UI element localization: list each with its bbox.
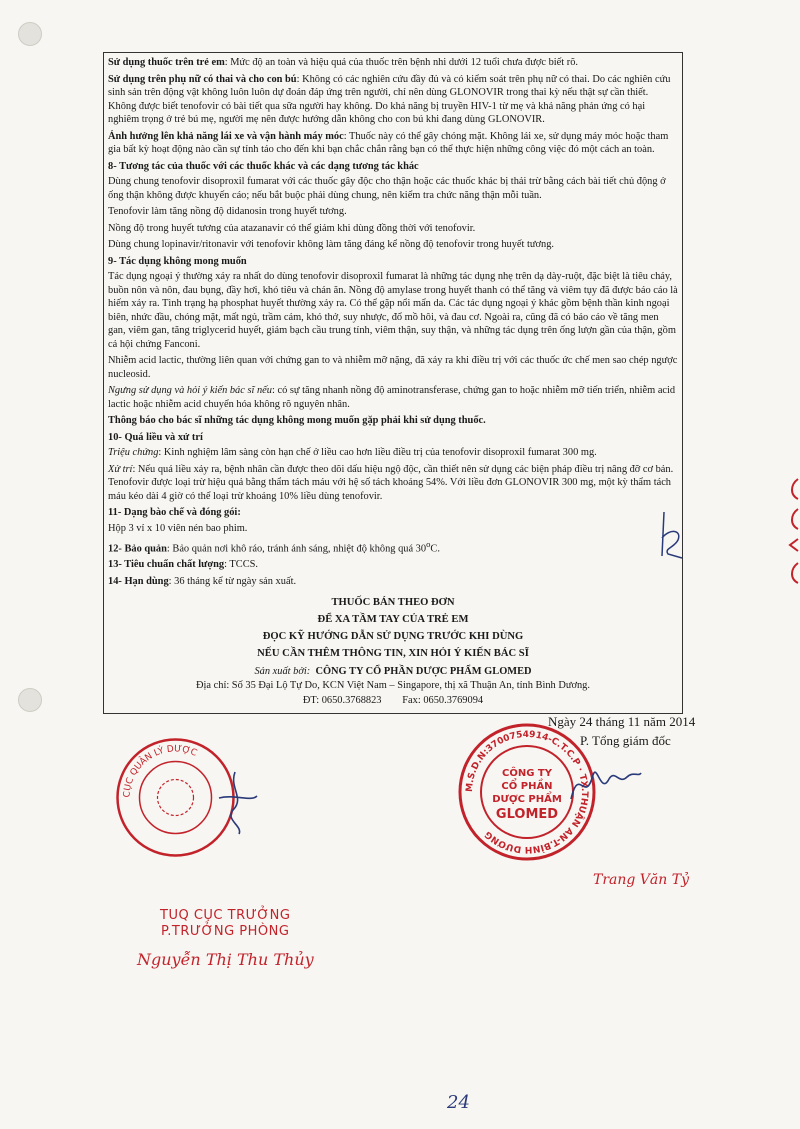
signer-role: P. Tổng giám đốc [580, 733, 671, 748]
svg-text:CÔNG TY: CÔNG TY [502, 768, 552, 779]
approval-block: TUQ CỤC TRƯỞNG P.TRƯỞNG PHÒNG [160, 908, 291, 940]
director-name: Trang Văn Tỷ [593, 872, 689, 888]
edge-stamp-fragment [788, 475, 800, 595]
punch-hole [18, 22, 42, 46]
section-12: 12- Bảo quản: Bảo quản nơi khô ráo, tránh ánh sáng, nhiệt độ không quá 30$^o$C. [108, 538, 440, 554]
caps-notice-prescription: THUỐC BÁN THEO ĐƠN [331, 596, 455, 608]
section-8-heading: 8- Tương tác của thuốc với các thuốc khác và các dạng tương tác khác [108, 160, 419, 172]
section-13: 13- Tiêu chuẩn chất lượng: TCCS. [108, 559, 259, 571]
section-9-notice: Thông báo cho bác sĩ những tác dụng không mong muốn gặp phải khi sử dụng thuốc. [108, 415, 486, 427]
manufacturer-line: Sản xuất bởi: CÔNG TY CỔ PHẦN DƯỢC PHẨM GLOMED [254, 665, 532, 677]
svg-text:GLOMED: GLOMED [495, 807, 559, 822]
left-signature [205, 768, 265, 838]
section-8-paragraph: Nồng độ trong huyết tương của atazanavir có thể giảm khi dùng đồng thời với tenofovir. [108, 222, 476, 234]
section-8-paragraph: Tenofovir làm tăng nồng độ didanosin trong huyết tương. [108, 206, 347, 218]
approver-name: Nguyễn Thị Thu Thủy [137, 950, 314, 969]
caps-notice-children: ĐỂ XA TẦM TAY CỦA TRẺ EM [317, 613, 469, 625]
svg-text:CỔ PHẦN: CỔ PHẦN [501, 781, 553, 792]
section-9-paragraph: Nhiễm acid lactic, thường liên quan với chứng gan to và nhiễm mỡ nặng, đã xảy ra khi điều trị với các thuốc ức chế men sao chép ngược nucleosid. [108, 355, 678, 380]
section-14: 14- Hạn dùng: 36 tháng kể từ ngày sản xuất. [108, 576, 297, 587]
leaflet-text-box [103, 52, 683, 714]
section-8-paragraph: Dùng chung lopinavir/ritonavir với tenofovir không làm tăng đáng kể nồng độ tenofovir trong huyết tương. [108, 239, 555, 251]
contact-line: ĐT: 0650.3768823 Fax: 0650.3769094 [302, 694, 484, 706]
section-10-paragraph: Xử trí: Nếu quá liều xảy ra, bệnh nhân cần được theo dõi dấu hiệu ngộ độc, cần thiết nên sử dụng các biện pháp điều trị nâng đỡ cơ bản. Tenofovir được loại trừ hiệu quả bằng thẩm tách máu với hệ số tách khoảng 54%. Với liều đơn GLONOVIR 300 mg, một kỳ thẩm tách máu kéo dài 4 giờ có thể loại trừ khoảng 10% liều dùng tenofovir. [108, 463, 674, 502]
date-line: Ngày 24 tháng 11 năm 2014 [548, 714, 696, 729]
caps-notice-read: ĐỌC KỸ HƯỚNG DẪN SỬ DỤNG TRƯỚC KHI DÙNG [262, 631, 524, 643]
section-11-heading: 11- Dạng bào chế và đóng gói: [108, 507, 241, 519]
section-9-paragraph: Tác dụng ngoại ý thường xảy ra nhất do dùng tenofovir disoproxil fumarat là những tác dụng nhẹ trên dạ dày-ruột, đặc biệt là tiêu chảy, buồn nôn và nôn, đau bụng, đầy hơi, khó tiêu và chán ăn. Nồng độ amylase trong huyết thanh có thể tăng và viêm tụy đã được báo cáo là hiếm xảy ra. Tình trạng hạ phosphat huyết thường xảy ra. Có thể gặp nổi mẩn da. Các tác dụng ngoại ý khác gồm bệnh thần kinh ngoại biên, nhức đầu, chóng mặt, mất ngủ, trầm cảm, khó thở, suy nhược, đổ mồ hôi, và đau cơ. Ngoài ra, cũng đã có báo cáo về tăng men gan, viêm gan, tăng triglycerid huyết, giảm bạch cầu trung tính, viêm thận, suy thận, và những tác dụng trên ống lượn gần của thận, gồm cả hội chứng Fanconi. [108, 271, 678, 350]
paragraph-pregnancy: Sử dụng trên phụ nữ có thai và cho con bú: Không có các nghiên cứu đầy đủ và có kiểm soát trên phụ nữ có thai. Do các nghiên cứu sinh sản trên động vật không luôn luôn dự đoán đáp ứng trên người, chỉ nên dùng GLONOVIR trong thai kỳ nếu thật sự cần thiết. Không được biết tenofovir có bài tiết qua sữa người hay không. Do khả năng bị truyền HIV-1 từ mẹ và khả năng phản ứng có hại nghiêm trọng ở trẻ bú mẹ, người mẹ nên được hướng dẫn không cho con bú khi đang dùng GLONOVIR. [108, 73, 671, 126]
paragraph-children: Sử dụng thuốc trên trẻ em: Mức độ an toàn và hiệu quả của thuốc trên bệnh nhi dưới 12 tuổi chưa được biết rõ. [108, 57, 579, 68]
svg-text:M.S.D.N:3700754914-C.T.C.P · T: M.S.D.N:3700754914-C.T.C.P · TX.THUẬN AN-T.BÌNH DƯƠNG [464, 729, 590, 855]
caps-notice-ask: NẾU CẦN THÊM THÔNG TIN, XIN HỎI Ý KIẾN BÁC SĨ [257, 648, 529, 660]
address-line: Địa chỉ: Số 35 Đại Lộ Tự Do, KCN Việt Nam – Singapore, thị xã Thuận An, tỉnh Bình Dương. [196, 680, 590, 692]
svg-text:DƯỢC PHẨM: DƯỢC PHẨM [492, 794, 562, 805]
svg-text:CỤC QUẢN LÝ DƯỢC: CỤC QUẢN LÝ DƯỢC [122, 744, 199, 798]
section-10-paragraph: Triệu chứng: Kinh nghiệm lâm sàng còn hạn chế ở liều cao hơn liều điều trị của tenofovir disoproxil fumarat 300 mg. [108, 447, 597, 459]
director-signature [565, 755, 645, 815]
section-9-paragraph: Ngưng sử dụng và hỏi ý kiến bác sĩ nếu: có sự tăng nhanh nồng độ aminotransferase, chứng gan to hoặc nhiễm mỡ tiến triển, nhiễm acid lactic hoặc nhiễm acid chuyển hóa không rõ nguyên nhân. [108, 385, 676, 410]
section-8-paragraph: Dùng chung tenofovir disoproxil fumarat với các thuốc gây độc cho thận hoặc các thuốc khác bị thải trừ bằng cách bài tiết chủ động ở ống thận không được khuyến cáo; nếu bắt buộc phải dùng chung, nên kiểm tra chức năng thận mỗi tuần. [108, 176, 666, 201]
initial-signature [652, 508, 692, 568]
page-number: 24 [447, 1092, 470, 1113]
section-11-text: Hộp 3 vỉ x 10 viên nén bao phim. [108, 522, 248, 534]
section-10-heading: 10- Quá liều và xử trí [108, 431, 203, 443]
section-9-heading: 9- Tác dụng không mong muốn [108, 255, 247, 267]
paragraph-driving: Ảnh hưởng lên khả năng lái xe và vận hành máy móc: Thuốc này có thể gây chóng mặt. Không lái xe, sử dụng máy móc hoặc tham gia bất kỳ hoạt động nào cần sự tỉnh táo cho đến khi bạn chắc chắn rằng bạn có thể thực hiện những công việc đó một cách an toàn. [108, 130, 669, 156]
punch-hole [18, 688, 42, 712]
